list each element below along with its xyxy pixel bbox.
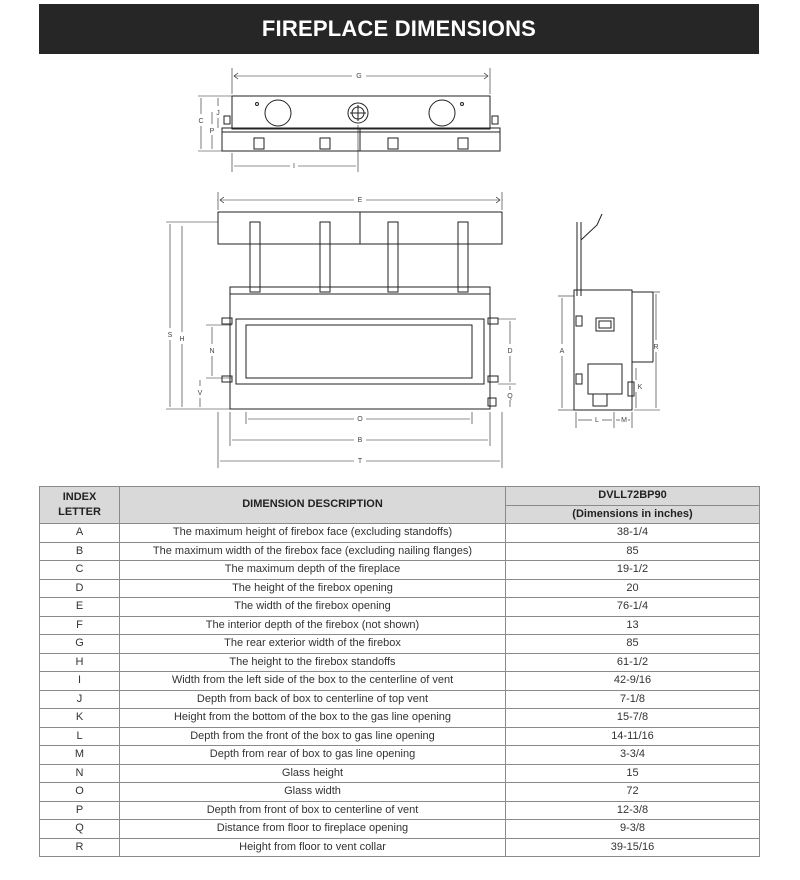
value-cell: 15-7/8 <box>506 709 760 728</box>
description-cell: Distance from floor to fireplace opening <box>120 820 506 839</box>
index-letter-cell: A <box>40 524 120 543</box>
label-j: J <box>216 110 220 117</box>
description-cell: Depth from back of box to centerline of top vent <box>120 690 506 709</box>
value-cell: 3-3/4 <box>506 746 760 765</box>
value-cell: 20 <box>506 579 760 598</box>
table-row <box>40 727 760 746</box>
table-row <box>40 635 760 654</box>
description-cell: Depth from the front of the box to gas line opening <box>120 727 506 746</box>
label-h: H <box>179 336 185 343</box>
label-n: N <box>209 348 215 355</box>
label-a: A <box>559 348 565 355</box>
description-cell: Glass height <box>120 764 506 783</box>
description-cell: Width from the left side of the box to the centerline of vent <box>120 672 506 691</box>
table-row <box>40 653 760 672</box>
table-row <box>40 598 760 617</box>
table-body <box>40 524 760 857</box>
value-cell: 85 <box>506 542 760 561</box>
description-cell: Depth from front of box to centerline of vent <box>120 801 506 820</box>
index-letter-cell: H <box>40 653 120 672</box>
label-c: C <box>198 118 204 125</box>
label-b: B <box>357 437 363 444</box>
description-cell: The maximum width of the firebox face (excluding nailing flanges) <box>120 542 506 561</box>
description-cell: The interior depth of the firebox (not shown) <box>120 616 506 635</box>
description-cell: The maximum depth of the fireplace <box>120 561 506 580</box>
dimensions-table <box>39 486 760 857</box>
table-row <box>40 746 760 765</box>
label-v: V <box>197 390 203 397</box>
index-header-line2: LETTER <box>58 506 101 518</box>
model-header: DVLL72BP90 <box>506 487 760 506</box>
label-o: O <box>357 416 363 423</box>
description-cell: The maximum height of firebox face (excluding standoffs) <box>120 524 506 543</box>
table-row <box>40 690 760 709</box>
value-cell: 14-11/16 <box>506 727 760 746</box>
label-d: D <box>507 348 513 355</box>
index-letter-cell: D <box>40 579 120 598</box>
description-cell: The height of the firebox opening <box>120 579 506 598</box>
value-cell: 61-1/2 <box>506 653 760 672</box>
label-r: R <box>653 344 659 351</box>
value-cell: 9-3/8 <box>506 820 760 839</box>
label-k: K <box>637 384 643 391</box>
label-t: T <box>357 458 363 465</box>
label-p: P <box>209 128 215 135</box>
table-row <box>40 709 760 728</box>
index-letter-cell: Q <box>40 820 120 839</box>
index-letter-cell: J <box>40 690 120 709</box>
index-letter-cell: R <box>40 838 120 857</box>
index-letter-cell: B <box>40 542 120 561</box>
label-i: I <box>293 163 295 170</box>
table-row <box>40 801 760 820</box>
table-row <box>40 820 760 839</box>
index-header-line1: INDEX <box>62 491 97 503</box>
value-cell: 76-1/4 <box>506 598 760 617</box>
value-cell: 39-15/16 <box>506 838 760 857</box>
description-cell: The width of the firebox opening <box>120 598 506 617</box>
value-cell: 72 <box>506 783 760 802</box>
index-letter-cell: M <box>40 746 120 765</box>
table-header-row <box>40 487 760 506</box>
table-row <box>40 764 760 783</box>
value-cell: 12-3/8 <box>506 801 760 820</box>
label-l: L <box>595 417 599 424</box>
description-cell: The height to the firebox standoffs <box>120 653 506 672</box>
label-m: M <box>621 417 627 424</box>
table-row <box>40 524 760 543</box>
index-letter-cell: P <box>40 801 120 820</box>
side-view <box>558 214 660 428</box>
value-cell: 38-1/4 <box>506 524 760 543</box>
label-s: S <box>167 332 173 339</box>
top-view <box>198 68 500 172</box>
description-cell: Height from the bottom of the box to the gas line opening <box>120 709 506 728</box>
description-cell: Height from floor to vent collar <box>120 838 506 857</box>
value-cell: 42-9/16 <box>506 672 760 691</box>
index-letter-cell: N <box>40 764 120 783</box>
description-header: DIMENSION DESCRIPTION <box>120 487 506 524</box>
index-letter-cell: L <box>40 727 120 746</box>
description-cell: Glass width <box>120 783 506 802</box>
value-cell: 15 <box>506 764 760 783</box>
label-q: Q <box>507 393 513 400</box>
table-row <box>40 579 760 598</box>
value-cell: 13 <box>506 616 760 635</box>
label-g: G <box>356 73 362 80</box>
page-title: FIREPLACE DIMENSIONS <box>261 16 537 41</box>
index-letter-header <box>40 487 120 524</box>
table-row <box>40 838 760 857</box>
index-letter-cell: I <box>40 672 120 691</box>
index-letter-cell: G <box>40 635 120 654</box>
index-letter-cell: K <box>40 709 120 728</box>
table-row <box>40 616 760 635</box>
value-cell: 85 <box>506 635 760 654</box>
units-header: (Dimensions in inches) <box>506 505 760 524</box>
value-cell: 19-1/2 <box>506 561 760 580</box>
index-letter-cell: E <box>40 598 120 617</box>
index-letter-cell: F <box>40 616 120 635</box>
index-letter-cell: C <box>40 561 120 580</box>
label-e: E <box>357 197 363 204</box>
index-letter-cell: O <box>40 783 120 802</box>
description-cell: The rear exterior width of the firebox <box>120 635 506 654</box>
description-cell: Depth from rear of box to gas line opening <box>120 746 506 765</box>
front-view <box>166 192 516 468</box>
table-row <box>40 561 760 580</box>
table-row <box>40 542 760 561</box>
table-row <box>40 783 760 802</box>
table-row <box>40 672 760 691</box>
value-cell: 7-1/8 <box>506 690 760 709</box>
